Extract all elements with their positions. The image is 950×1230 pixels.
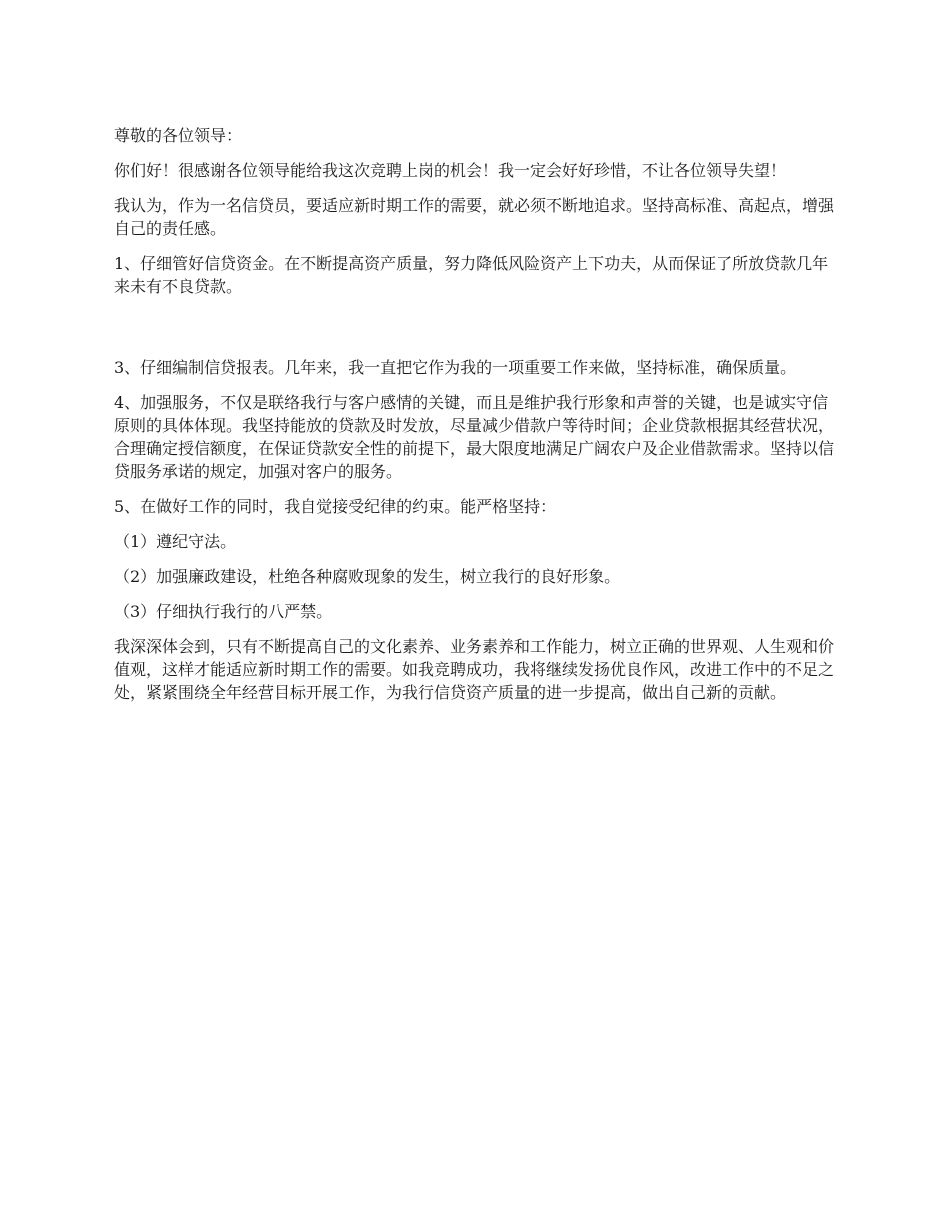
- paragraph-point-5: 5、在做好工作的同时，我自觉接受纪律的约束。能严格坚持：: [114, 497, 557, 516]
- paragraph-intro: 我认为，作为一名信贷员，要适应新时期工作的需要，就必须不断地追求。坚持高标准、高起点，增强自己的责任感。: [114, 196, 835, 238]
- paragraph-point-4: 4、加强服务，不仅是联络我行与客户感情的关键，而且是维护我行形象和声誉的关键，也是诚实守信原则的具体体现。我坚持能放的贷款及时发放，尽量减少借款户等待时间；企业贷款根据其经营状况，合理确定授信额度，在保证贷款安全性的前提下，最大限度地满足广阔农户及企业借款需求。坚持以信贷服务承诺的规定，加强对客户的服务。: [114, 393, 835, 481]
- sub-item-2: （2）加强廉政建设，杜绝各种腐败现象的发生，树立我行的良好形象。: [114, 567, 621, 586]
- blank-gap: [114, 310, 844, 356]
- sub-item-3: （3）仔细执行我行的八严禁。: [114, 602, 333, 621]
- paragraph-point-1: 1、仔细管好信贷资金。在不断提高资产质量，努力降低风险资产上下功夫，从而保证了所放贷款几年来未有不良贷款。: [114, 254, 829, 296]
- paragraph-closing: 我深深体会到，只有不断提高自己的文化素养、业务素养和工作能力，树立正确的世界观、人生观和价值观，这样才能适应新时期工作的需要。如我竞聘成功，我将继续发扬优良作风，改进工作中的不足之处，紧紧围绕全年经营目标开展工作，为我行信贷资产质量的进一步提高，做出自己新的贡献。: [114, 637, 835, 702]
- paragraph-point-3: 3、仔细编制信贷报表。几年来，我一直把它作为我的一项重要工作来做，坚持标准，确保质量。: [114, 358, 797, 377]
- sub-item-1: （1）遵纪守法。: [114, 532, 237, 551]
- salutation: 尊敬的各位领导：: [114, 126, 243, 145]
- paragraph-greeting: 你们好！很感谢各位领导能给我这次竞聘上岗的机会！我一定会好好珍惜，不让各位领导失望！: [114, 161, 787, 180]
- document-body: [114, 124, 844, 716]
